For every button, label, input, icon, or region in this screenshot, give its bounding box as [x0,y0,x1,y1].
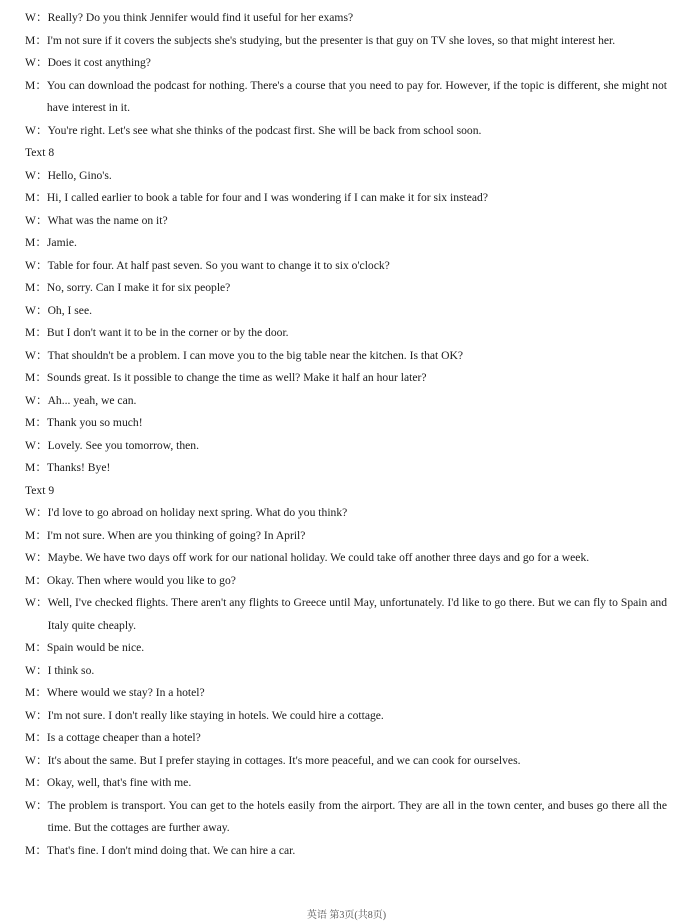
speaker-label: M [25,236,36,249]
utterance-text: Where would we stay? In a hotel? [46,686,205,699]
utterance-text: Really? Do you think Jennifer would find it useful for her exams? [47,11,354,24]
utterance-text: Sounds great. Is it possible to change the time as well? Make it half an hour later? [46,371,427,384]
dialogue-line [25,75,667,120]
utterance-text: Hello, Gino's. [47,168,112,182]
utterance-text: Table for four. At half past seven. So you want to change it to six o'clock? [47,258,390,272]
speaker-label: M [25,33,36,47]
speaker-label: M [25,528,36,542]
speaker-label: W [25,596,36,609]
utterance-text: You can download the podcast for nothing. There's a course that you need to pay for. However, if the topic is different, she might not have interest in it. [46,78,667,114]
speaker-label: W [25,56,36,69]
speaker-label: W [25,663,36,677]
utterance-text: Spain would be nice. [46,641,145,654]
speaker-label: W [25,551,36,564]
speaker-label: M [25,843,36,857]
speaker-separator: ： [35,123,48,137]
utterance-text: I'm not sure if it covers the subjects she's studying, but the presenter is that guy on TV she loves, so that might interest her. [46,33,616,47]
speaker-label: W [25,798,36,812]
speaker-label: W [25,348,36,362]
speaker-separator: ： [35,236,47,249]
utterance-text: Hi, I called earlier to book a table for four and I was wondering if I can make it for six instead? [46,191,488,204]
dialogue-line [25,232,667,255]
dialogue-line [25,795,667,840]
speaker-label: M [25,641,36,654]
speaker-label: M [25,281,36,294]
utterance-text: Jamie. [46,236,77,249]
speaker-separator: ： [35,573,47,587]
speaker-separator: ： [35,303,48,317]
page-footer: 英语 第3页(共8页) [306,910,387,921]
speaker-separator: ： [35,213,48,227]
speaker-separator: ： [35,56,48,69]
speaker-separator: ： [35,641,47,654]
utterance-text: That's fine. I don't mind doing that. We can hire a car. [46,843,296,857]
dialogue-line [25,30,667,53]
speaker-separator: ： [35,663,48,677]
dialogue-line [25,345,667,368]
utterance-text: Okay. Then where would you like to go? [46,573,236,587]
utterance-text: You're right. Let's see what she thinks of the podcast first. She will be back from school soon. [47,123,482,137]
speaker-separator: ： [35,798,48,812]
dialogue-line [25,682,667,705]
utterance-text: It's about the same. But I prefer staying in cottages. It's more peaceful, and we can cook for ourselves. [47,753,521,767]
utterance-text: I'd love to go abroad on holiday next spring. What do you think? [47,506,348,519]
speaker-separator: ： [35,281,47,294]
speaker-label: W [25,11,36,24]
speaker-separator: ： [35,33,47,47]
dialogue-line [25,525,667,548]
speaker-separator: ： [35,371,47,384]
speaker-separator: ： [35,731,47,744]
dialogue-line [25,52,667,75]
utterance-text: That shouldn't be a problem. I can move you to the big table near the kitchen. Is that OK? [47,348,464,362]
speaker-label: W [25,753,36,767]
speaker-label: W [25,393,36,407]
utterance-text: Is a cottage cheaper than a hotel? [46,731,201,744]
dialogue-line [25,7,667,30]
speaker-separator: ： [35,551,48,564]
utterance-text: I think so. [47,663,95,677]
section-heading: Text 8 [25,146,55,159]
speaker-label: W [25,258,36,272]
speaker-label: W [25,213,36,227]
dialogue-line [25,412,667,435]
speaker-separator: ： [35,191,47,204]
dialogue-line [25,750,667,773]
speaker-label: M [25,461,36,474]
speaker-separator: ： [35,393,48,407]
dialogue-line [25,840,667,863]
speaker-label: W [25,303,36,317]
speaker-label: W [25,438,36,452]
speaker-separator: ： [35,326,47,339]
dialogue-line [25,637,667,660]
speaker-separator: ： [35,686,47,699]
dialogue-line [25,570,667,593]
speaker-separator: ： [35,528,47,542]
dialogue-line [25,727,667,750]
speaker-separator: ： [35,438,48,452]
dialogue-line [25,660,667,683]
speaker-label: M [25,731,36,744]
utterance-text: Does it cost anything? [47,56,151,69]
speaker-label: W [25,506,36,519]
speaker-separator: ： [35,461,47,474]
utterance-text: Maybe. We have two days off work for our national holiday. We could take off another three days and go for a week. [47,551,590,564]
utterance-text: Ah... yeah, we can. [47,393,137,407]
dialogue-line [25,435,667,458]
speaker-label: M [25,686,36,699]
speaker-separator: ： [35,843,47,857]
speaker-label: M [25,776,36,789]
utterance-text: Thanks! Bye! [46,461,111,474]
speaker-separator: ： [35,348,48,362]
dialogue-line [25,457,667,480]
dialogue-line [25,255,667,278]
dialogue-line [25,210,667,233]
speaker-separator: ： [35,708,48,722]
utterance-text: No, sorry. Can I make it for six people? [46,281,231,294]
dialogue-line [25,547,667,570]
dialogue-line [25,772,667,795]
utterance-text: Lovely. See you tomorrow, then. [47,438,199,452]
utterance-text: But I don't want it to be in the corner or by the door. [46,326,289,339]
speaker-separator: ： [35,596,48,609]
utterance-text: Thank you so much! [46,416,143,429]
dialogue-line [25,502,667,525]
utterance-text: Oh, I see. [47,303,92,317]
speaker-separator: ： [35,78,47,92]
speaker-label: M [25,371,36,384]
dialogue-line [25,367,667,390]
utterance-text: Well, I've checked flights. There aren't any flights to Greece until May, unfortunately. I'd like to go there. But we can fly to Spain and Italy quite cheaply. [47,596,667,632]
speaker-separator: ： [35,258,48,272]
dialogue-line [25,592,667,637]
speaker-separator: ： [35,753,48,767]
utterance-text: What was the name on it? [47,213,168,227]
speaker-label: W [25,168,36,182]
speaker-label: M [25,573,36,587]
speaker-separator: ： [35,11,48,24]
speaker-label: W [25,708,36,722]
dialogue-line [25,187,667,210]
speaker-label: M [25,416,36,429]
dialogue-line [25,120,667,143]
utterance-text: The problem is transport. You can get to the hotels easily from the airport. They are all in the town center, and buses go there all the time. But the cottages are further away. [47,798,667,834]
speaker-label: M [25,326,36,339]
speaker-label: M [25,191,36,204]
speaker-separator: ： [35,776,47,789]
speaker-separator: ： [35,416,47,429]
dialogue-line [25,322,667,345]
dialogue-line [25,705,667,728]
section-heading: Text 9 [25,483,55,497]
dialogue-line [25,390,667,413]
dialogue-line [25,277,667,300]
utterance-text: Okay, well, that's fine with me. [46,776,192,789]
dialogue-line [25,165,667,188]
dialogue-line [25,300,667,323]
speaker-label: W [25,123,36,137]
utterance-text: I'm not sure. I don't really like staying in hotels. We could hire a cottage. [47,708,384,722]
speaker-label: M [25,78,36,92]
speaker-separator: ： [35,506,48,519]
speaker-separator: ： [35,168,48,182]
utterance-text: I'm not sure. When are you thinking of going? In April? [46,528,306,542]
